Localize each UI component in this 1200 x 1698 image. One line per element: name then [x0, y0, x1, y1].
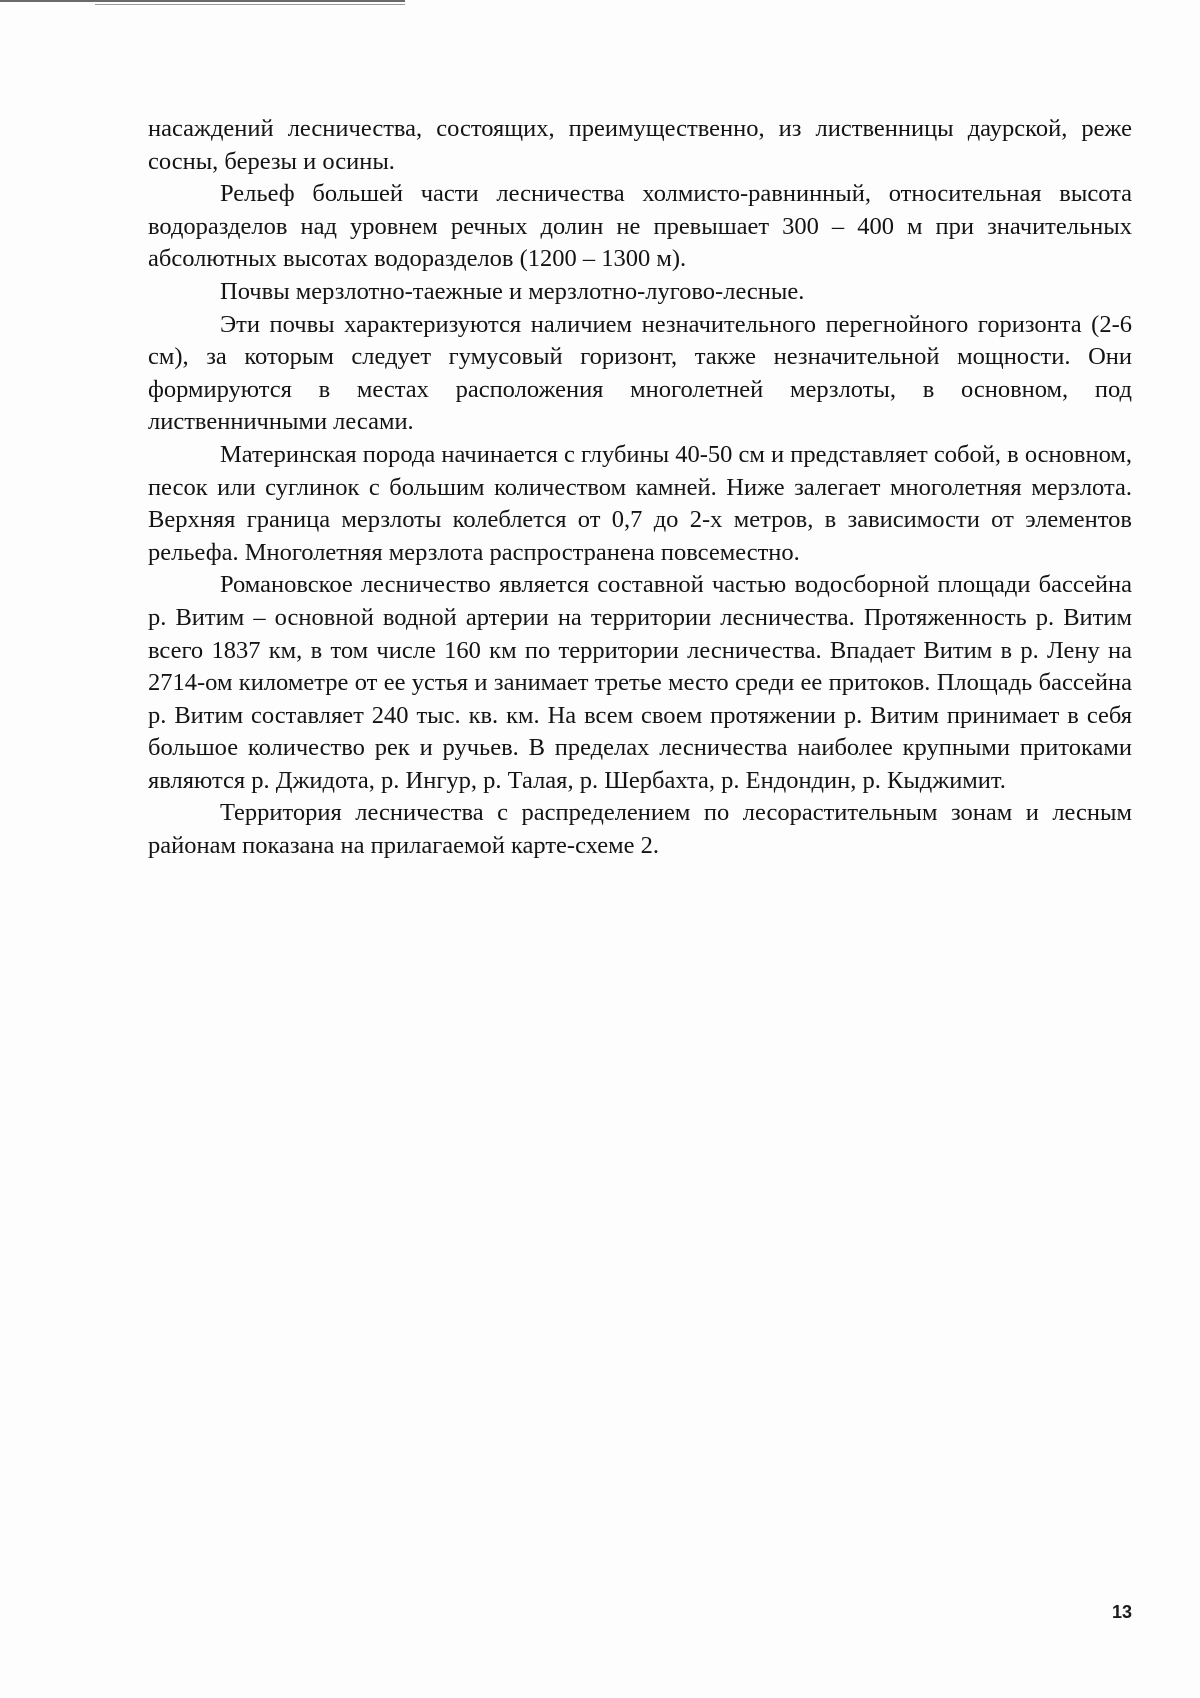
- paragraph-relief: Рельеф большей части лесничества холмисто-равнинный, относительная высота водоразделов над уровнем речных долин не превышает 300 – 400 м при значительных абсолютных высотах водоразделов (1200 – 1300 м).: [148, 180, 1132, 273]
- top-rule-secondary: [95, 4, 405, 5]
- paragraph-parent-rock: Материнская порода начинается с глубины 40-50 см и представляет собой, в основном, песок или суглинок с большим количеством камней. Ниже залегает многолетняя мерзлота. Верхняя граница мерзлоты колеблется от 0,7 до 2-х метров, в зависимости от элементов рельефа. Многолетняя мерзлота распространена повсеместно.: [148, 440, 1132, 566]
- body-text: [148, 113, 1132, 863]
- paragraph-territory-map: Территория лесничества с распределением по лесорастительным зонам и лесным районам показана на прилагаемой карте-схеме 2.: [148, 799, 1132, 860]
- paragraph-vitim-river: Романовское лесничество является составной частью водосборной площади бассейна р. Витим – основной водной артерии на территории лесничества. Протяженность р. Витим всего 1837 км, в том числе 160 км по территории лесничества. Впадает Витим в р. Лену на 2714-ом километре от ее устья и занимает третье место среди ее притоков. Площадь бассейна р. Витим составляет 240 тыс. кв. км. На всем своем протяжении р. Витим принимает в себя большое количество рек и ручьев. В пределах лесничества наиболее крупными притоками являются р. Джидота, р. Ингур, р. Талая, р. Шербахта, р. Ендондин, р. Кыджимит.: [148, 571, 1132, 794]
- paragraph-soil-characteristics: Эти почвы характеризуются наличием незначительного перегнойного горизонта (2-6 см), за которым следует гумусовый горизонт, также незначительной мощности. Они формируются в местах расположения многолетней мерзлоты, в основном, под лиственничными лесами.: [148, 310, 1132, 436]
- paragraph-continuation: насаждений лесничества, состоящих, преимущественно, из лиственницы даурской, реже сосны, березы и осины.: [148, 115, 1132, 175]
- top-rule: [0, 0, 405, 2]
- page-number: 13: [1112, 1602, 1133, 1622]
- paragraph-soils: Почвы мерзлотно-таежные и мерзлотно-лугово-лесные.: [220, 277, 805, 305]
